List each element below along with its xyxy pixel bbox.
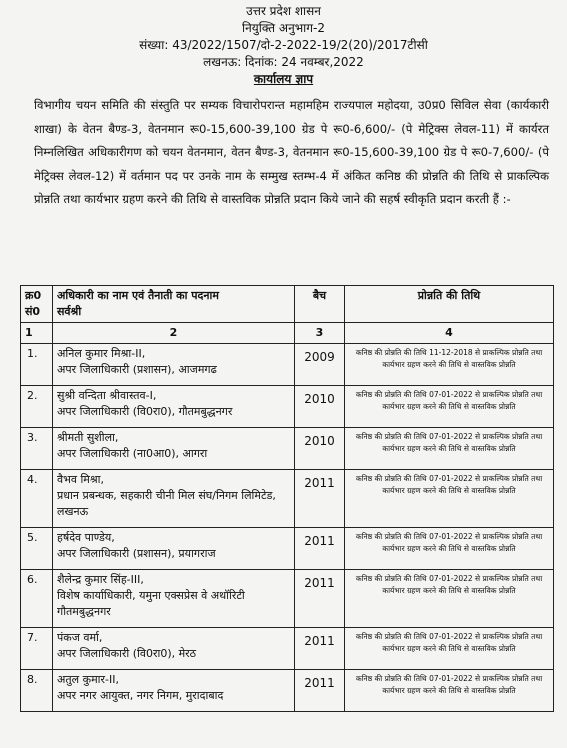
row-officer [53,528,295,570]
officer-post: अपर जिलाधिकारी (प्रशासन), आजमगढ [57,363,217,376]
row-serial: 8. [21,670,53,712]
column-number: 4 [345,323,554,344]
row-officer [53,386,295,428]
row-promotion: कनिष्ठ की प्रोन्नति की तिथि 07-01-2022 से प्राकल्पिक प्रोन्नति तथा कार्यभार ग्रहण करने की तिथि से वास्तविक प्रोन्नति [345,428,554,470]
row-serial: 1. [21,344,53,386]
row-serial: 2. [21,386,53,428]
officer-post: विशेष कार्याधिकारी, यमुना एक्सप्रेस वे अथॉरिटी गौतमबुद्धनगर [57,589,245,618]
column-number: 2 [53,323,295,344]
row-batch: 2010 [295,428,345,470]
row-officer [53,344,295,386]
row-promotion: कनिष्ठ की प्रोन्नति की तिथि 07-01-2022 से प्राकल्पिक प्रोन्नति तथा कार्यभार ग्रहण करने की तिथि से वास्तविक प्रोन्नति [345,386,554,428]
row-batch: 2010 [295,386,345,428]
row-batch: 2011 [295,528,345,570]
memo-paragraph: विभागीय चयन समिति की संस्तुति पर सम्यक विचारोपरान्त महामहिम राज्यपाल महोदया, उ0प्र0 सिविल सेवा (कार्यकारी शाखा) के वेतन बैण्ड-3, वेतनमान रू0-15,600-39,100 ग्रेड पे रू0-6,600/- (पे मेट्रिक्स लेवल-11) में कार्यरत निम्नलिखित अधिकारीगण को चयन वेतनमान, वेतन बैण्ड-3, वेतनमान रू0-15,600-39,100 ग्रेड पे रू0-7,600/- (पे मेट्रिक्स लेवल-12) में वर्तमान पद पर उनके नाम के सम्मुख स्तम्भ-4 में अंकित कनिष्ठ की प्रोन्नति की तिथि से प्राकल्पिक प्रोन्नति तथा कार्यभार ग्रहण करने की तिथि से वास्तविक प्रोन्नति प्रदान किये जाने की सहर्ष स्वीकृति प्रदान करती हैं :- [34,98,549,206]
officer-name: अतुल कुमार-II, [57,673,119,686]
row-promotion: कनिष्ठ की प्रोन्नति की तिथि 07-01-2022 से प्राकल्पिक प्रोन्नति तथा कार्यभार ग्रहण करने की तिथि से वास्तविक प्रोन्नति [345,528,554,570]
section-name: नियुक्ति अनुभाग-2 [241,21,326,35]
row-batch: 2009 [295,344,345,386]
row-promotion: कनिष्ठ की प्रोन्नति की तिथि 11-12-2018 से प्राकल्पिक प्रोन्नति तथा कार्यभार ग्रहण करने की तिथि से वास्तविक प्रोन्नति [345,344,554,386]
row-promotion: कनिष्ठ की प्रोन्नति की तिथि 07-01-2022 से प्राकल्पिक प्रोन्नति तथा कार्यभार ग्रहण करने की तिथि से वास्तविक प्रोन्नति [345,570,554,628]
officer-name: श्रीमती सुशीला, [57,431,119,444]
officer-post: अपर जिलाधिकारी (वि0रा0), मेरठ [57,647,197,660]
row-officer [53,428,295,470]
row-officer [53,628,295,670]
row-promotion: कनिष्ठ की प्रोन्नति की तिथि 07-01-2022 से प्राकल्पिक प्रोन्नति तथा कार्यभार ग्रहण करने की तिथि से वास्तविक प्रोन्नति [345,470,554,528]
row-batch: 2011 [295,570,345,628]
row-serial: 3. [21,428,53,470]
header-officer-line1: अधिकारी का नाम एवं तैनाती का पदनाम [57,289,219,302]
header-officer [53,286,295,323]
row-batch: 2011 [295,470,345,528]
row-serial: 6. [21,570,53,628]
officer-name: शैलेन्द्र कुमार सिंह-III, [57,573,144,586]
header-batch: बैच [295,286,345,323]
column-number-row [21,323,554,344]
officer-name: वैभव मिश्रा, [57,473,105,486]
row-batch: 2011 [295,670,345,712]
row-serial: 4. [21,470,53,528]
header-promotion-date: प्रोन्नति की तिथि [345,286,554,323]
row-batch: 2011 [295,628,345,670]
row-promotion: कनिष्ठ की प्रोन्नति की तिथि 07-01-2022 से प्राकल्पिक प्रोन्नति तथा कार्यभार ग्रहण करने की तिथि से वास्तविक प्रोन्नति [345,670,554,712]
table-row [21,470,554,528]
table-header-row [21,286,554,323]
table-row [21,670,554,712]
row-officer [53,470,295,528]
row-officer [53,570,295,628]
officer-post: प्रधान प्रबन्धक, सहकारी चीनी मिल संघ/निगम लिमिटेड, लखनऊ [57,489,276,518]
officer-name: हर्षदेव पाण्डेय, [57,531,115,544]
reference-number: संख्या: 43/2022/1507/दो-2-2022-19/2(20)/2017टीसी [139,38,428,52]
table-row [21,528,554,570]
table-row [21,428,554,470]
document-header [0,0,567,88]
officer-post: अपर जिलाधिकारी (वि0रा0), गौतमबुद्धनगर [57,405,233,418]
row-serial: 7. [21,628,53,670]
header-officer-line2: सर्वश्री [57,305,82,318]
row-officer [53,670,295,712]
officers-table [20,285,554,712]
officer-post: अपर नगर आयुक्त, नगर निगम, मुरादाबाद [57,689,224,702]
row-promotion: कनिष्ठ की प्रोन्नति की तिथि 07-01-2022 से प्राकल्पिक प्रोन्नति तथा कार्यभार ग्रहण करने की तिथि से वास्तविक प्रोन्नति [345,628,554,670]
column-number: 3 [295,323,345,344]
government-name: उत्तर प्रदेश शासन [246,4,321,18]
officer-post: अपर जिलाधिकारी (प्रशासन), प्रयागराज [57,547,216,560]
column-number: 1 [21,323,53,344]
place-date: लखनऊ: दिनांक: 24 नवम्बर,2022 [203,55,364,69]
memo-title: कार्यालय ज्ञाप [253,72,314,86]
officer-post: अपर जिलाधिकारी (ना0आ0), आगरा [57,447,208,460]
table-row [21,628,554,670]
officer-name: पंकज वर्मा, [57,631,103,644]
officer-name: अनिल कुमार मिश्रा-II, [57,347,146,360]
table-row [21,570,554,628]
table-row [21,344,554,386]
table-row [21,386,554,428]
row-serial: 5. [21,528,53,570]
officer-name: सुश्री वन्दिता श्रीवास्तव-I, [57,389,157,402]
header-serial: क्र0 सं0 [21,286,53,323]
